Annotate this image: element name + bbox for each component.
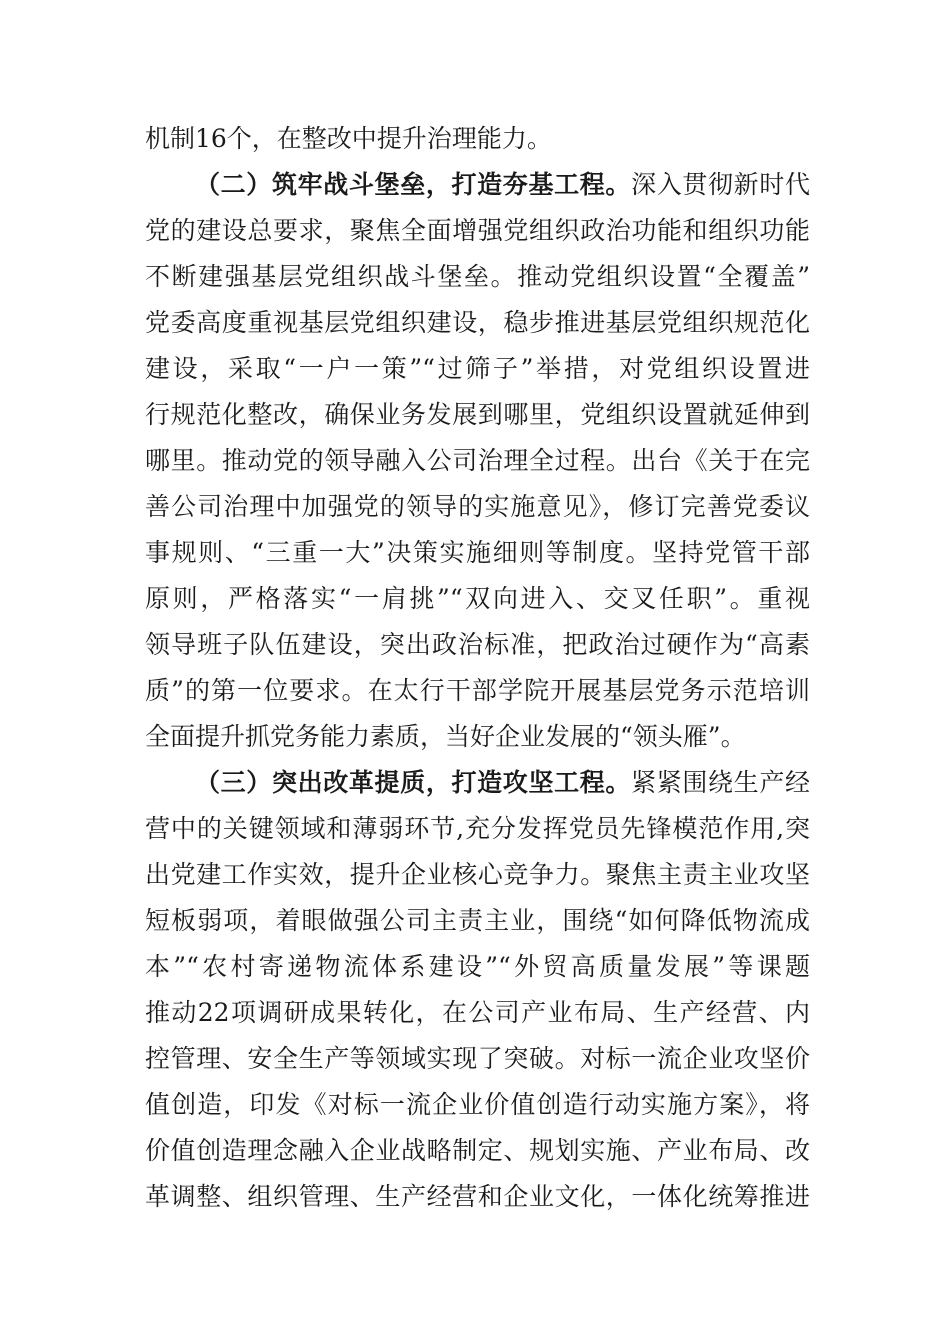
paragraph-3-lead: 紧紧围绕生产经 xyxy=(631,768,810,797)
text-line-12: 领导班子队伍建设，突出政治标准，把政治过硬作为“高素 xyxy=(145,630,810,659)
text-line-19: 本”“农村寄递物流体系建设”“外贸高质量发展”等课题 xyxy=(145,952,810,981)
text-line-1: 机制16个，在整改中提升治理能力。 xyxy=(145,124,552,153)
text-line-13: 质”的第一位要求。在太行干部学院开展基层党务示范培训 xyxy=(145,676,810,705)
text-line-7: 行规范化整改，确保业务发展到哪里，党组织设置就延伸到 xyxy=(145,400,810,429)
text-line-3: 党的建设总要求，聚焦全面增强党组织政治功能和组织功能 xyxy=(145,216,810,245)
text-line-21: 控管理、安全生产等领域实现了突破。对标一流企业攻坚价 xyxy=(145,1044,810,1073)
text-line-14: 全面提升抓党务能力素质，当好企业发展的“领头雁”。 xyxy=(145,722,746,751)
section-heading-2: （二）筑牢战斗堡垒，打造夯基工程。 xyxy=(195,170,632,199)
paragraph-3-first-line xyxy=(195,759,810,807)
paragraph-2-first-line xyxy=(195,161,810,209)
text-line-23: 价值创造理念融入企业战略制定、规划实施、产业布局、改 xyxy=(145,1136,810,1165)
text-line-9: 善公司治理中加强党的领导的实施意见》，修订完善党委议 xyxy=(145,492,810,521)
text-line-5: 党委高度重视基层党组织建设，稳步推进基层党组织规范化 xyxy=(145,308,810,337)
text-line-17: 出党建工作实效，提升企业核心竞争力。聚焦主责主业攻坚 xyxy=(145,860,810,889)
text-line-16: 营中的关键领域和薄弱环节,充分发挥党员先锋模范作用,突 xyxy=(145,814,810,843)
text-line-6: 建设，采取“一户一策”“过筛子”举措，对党组织设置进 xyxy=(145,354,810,383)
text-line-4: 不断建强基层党组织战斗堡垒。推动党组织设置“全覆盖” xyxy=(145,262,810,291)
text-line-8: 哪里。推动党的领导融入公司治理全过程。出台《关于在完 xyxy=(145,446,810,475)
text-line-11: 原则，严格落实“一肩挑”“双向进入、交叉任职”。重视 xyxy=(145,584,811,613)
text-line-18: 短板弱项，着眼做强公司主责主业，围绕“如何降低物流成 xyxy=(145,906,810,935)
text-line-20: 推动22项调研成果转化，在公司产业布局、生产经营、内 xyxy=(145,998,810,1027)
paragraph-2-lead: 深入贯彻新时代 xyxy=(631,170,810,199)
text-line-22: 值创造，印发《对标一流企业价值创造行动实施方案》，将 xyxy=(145,1090,810,1119)
text-line-10: 事规则、“三重一大”决策实施细则等制度。坚持党管干部 xyxy=(145,538,810,567)
text-line-24: 革调整、组织管理、生产经营和企业文化，一体化统筹推进 xyxy=(145,1182,810,1211)
section-heading-3: （三）突出改革提质，打造攻坚工程。 xyxy=(195,768,632,797)
